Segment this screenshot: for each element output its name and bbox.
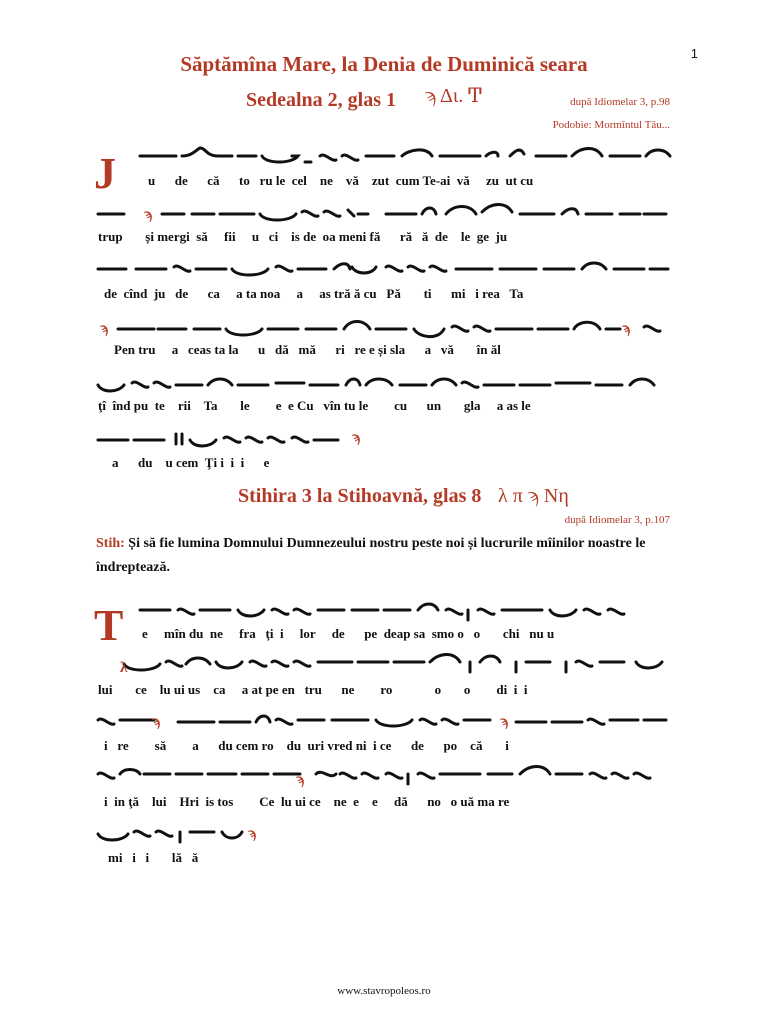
martyria-sign: ϡ	[152, 714, 161, 730]
martyria-sign: ϡ	[144, 207, 153, 223]
source-note: după Idiomelar 3, p.107	[564, 514, 670, 526]
lyric-line: e mîn du ne fra ţi i lor de pe deap sa smo o o chi nu u	[142, 626, 555, 641]
stih-label: Stih:	[96, 536, 125, 551]
martyria-sign: ϡ	[296, 772, 305, 788]
mode-signature: λ π ϡ Nη	[498, 485, 569, 507]
section-title: Stihira 3 la Stihoavnă, glas 8	[238, 485, 482, 507]
website-link[interactable]: www.stavropoleos.ro	[337, 985, 431, 997]
page-number: 1	[690, 46, 698, 61]
page-title: Săptămîna Mare, la Denia de Duminică seara	[180, 52, 588, 76]
initial-letter: J	[94, 149, 116, 198]
neume-line	[96, 424, 376, 456]
podobie-note: Podobie: Mormîntul Tău...	[552, 119, 670, 131]
martyria-sign: ϡ	[622, 321, 631, 337]
martyria-sign: λ	[120, 660, 128, 676]
neume-line	[96, 369, 670, 401]
initial-letter: T	[94, 601, 124, 650]
martyria-sign: ϡ	[500, 714, 509, 730]
martyria-sign: ϡ	[248, 826, 257, 842]
lyric-line: de cînd ju de ca a ta noa a as tră ă cu Pă ti mi i rea Ta	[104, 286, 524, 301]
martyria-sign: ϡ	[100, 321, 109, 337]
lyric-line: Pen tru a ceas ta la u dă mă ri re e și sla a vă în ăl	[114, 342, 501, 357]
lyric-line: a du u cem Ţi i i i e	[112, 455, 270, 470]
neume-line	[96, 648, 670, 680]
neume-line	[96, 198, 670, 230]
neume-line	[96, 760, 670, 792]
lyric-line: u de că to ru le cel ne vă zut cum Te-ai vă zu ut cu	[148, 173, 534, 188]
stih-text: Și să fie lumina Domnului Dumnezeului nostru peste noi și lucrurile mîinilor noastre le îndreptează.	[96, 536, 646, 575]
neume-line	[140, 596, 670, 628]
neume-line	[96, 706, 670, 738]
neume-line	[140, 142, 670, 174]
lyric-line: mi i i lă ă	[108, 850, 199, 865]
lyric-line: trup și mergi să fii u ci is de oa meni fă ră ă de le ge ju	[98, 229, 508, 244]
neume-line	[96, 313, 670, 345]
lyric-line: lui ce lu ui us ca a at pe en tru ne ro o o di i i	[98, 682, 528, 697]
mode-signature: ϡ Δι. Ͳ	[425, 85, 482, 107]
lyric-line: ţî înd pu te rii Ta le e e Cu vîn tu le cu un gla a as le	[98, 398, 531, 413]
lyric-line: i in ţă lui Hri is tos Ce lu ui ce ne e e dă no o uă ma re	[104, 794, 510, 809]
source-note: după Idiomelar 3, p.98	[570, 96, 670, 108]
stih-verse	[96, 532, 686, 580]
section-title: Sedealna 2, glas 1	[246, 89, 397, 111]
martyria-sign: ϡ	[352, 430, 361, 446]
lyric-line: i re să a du cem ro du uri vred ni i ce de po că i	[104, 738, 509, 753]
neume-line	[96, 253, 670, 285]
